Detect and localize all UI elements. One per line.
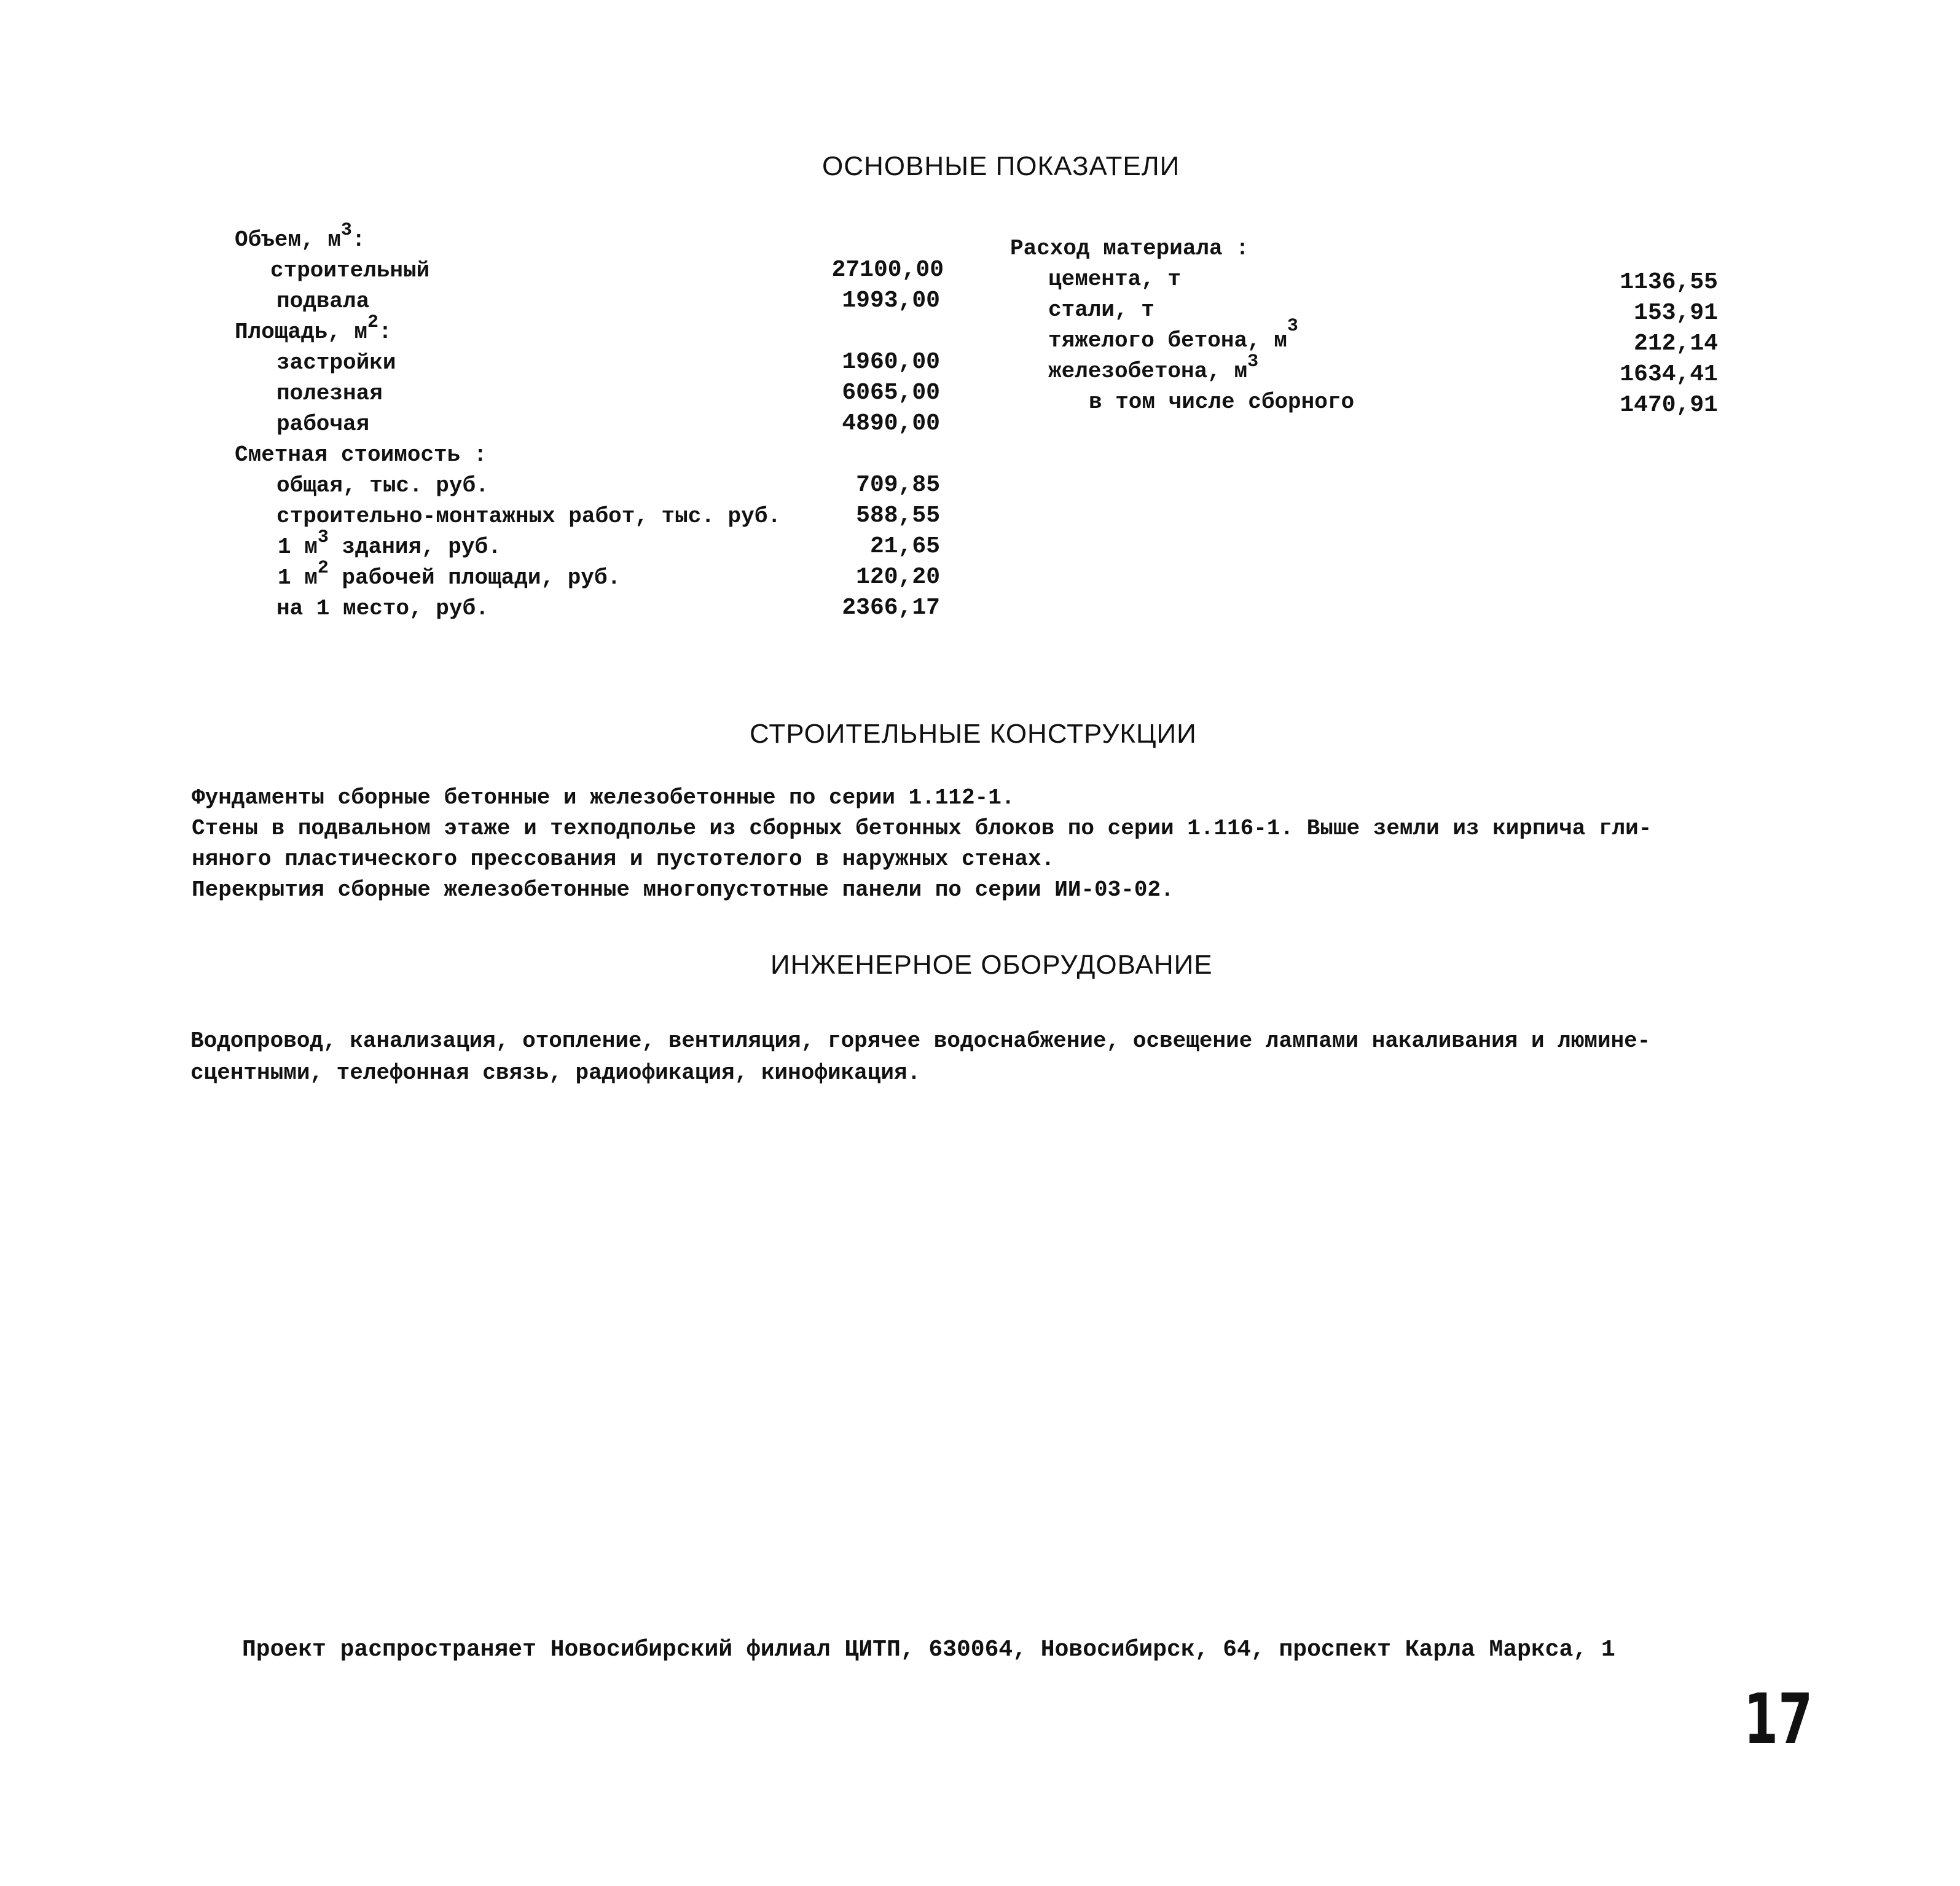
cost-item-label: 1 $м^2$ рабочей площади, руб. xyxy=(278,558,621,590)
area-item-value: 1960,00 xyxy=(842,349,940,375)
materials-item-label: в том числе сборного xyxy=(1089,389,1355,415)
volume-label: Объем, м xyxy=(235,227,341,252)
volume-item-label: строительный xyxy=(270,258,430,283)
constructions-line: Фундаменты сборные бетонные и железобетонные по серии 1.112-1. xyxy=(192,785,1015,810)
area-item-value: 6065,00 xyxy=(842,380,940,406)
cost-item-label: 1 $м^3$ здания, руб. xyxy=(278,527,501,560)
materials-item-label: цемента, т xyxy=(1048,267,1182,292)
cost-item-label: строительно-монтажных работ, тыс. руб. xyxy=(276,504,781,529)
materials-item-value: 1634,41 xyxy=(1620,361,1718,388)
cost-heading: Сметная стоимость : xyxy=(235,442,487,468)
cost-item-value: 588,55 xyxy=(856,503,940,529)
materials-item-label: железобетона, $м^3$ xyxy=(1048,351,1259,384)
cost-item-value: 2366,17 xyxy=(842,595,940,621)
volume-item-label: подвала xyxy=(276,289,370,314)
page-number: 17 xyxy=(1744,1680,1813,1759)
constructions-line: няного пластического прессования и пустотелого в наружных стенах. xyxy=(192,847,1055,872)
constructions-line: Перекрытия сборные железобетонные многопустотные панели по серии ИИ-03-02. xyxy=(192,877,1174,902)
area-item-label: застройки xyxy=(276,350,396,375)
area-heading xyxy=(235,312,392,345)
materials-heading: Расход материала : xyxy=(1010,236,1249,261)
area-label: Площадь, м xyxy=(235,319,368,345)
volume-suffix: : xyxy=(351,227,366,252)
cost-item-value: 120,20 xyxy=(856,564,940,590)
area-item-label: полезная xyxy=(276,381,383,406)
section-title-engineering: ИНЖЕНЕРНОЕ ОБОРУДОВАНИЕ xyxy=(770,950,1213,980)
volume-item-value: 27100,00 xyxy=(831,257,944,283)
section-title-main-indicators: ОСНОВНЫЕ ПОКАЗАТЕЛИ xyxy=(822,151,1180,181)
materials-item-label: стали, т xyxy=(1048,297,1154,323)
area-item-value: 4890,00 xyxy=(842,410,940,437)
area-unit-sup: 2 xyxy=(367,312,379,333)
area-item-label: рабочая xyxy=(276,412,370,437)
constructions-line: Стены в подвальном этаже и техподполье из сборных бетонных блоков по серии 1.116-1. Выше земли из кирпича гли- xyxy=(192,816,1652,841)
volume-item-value: 1993,00 xyxy=(842,288,940,314)
materials-item-value: 153,91 xyxy=(1634,300,1718,326)
area-suffix: : xyxy=(378,319,392,345)
engineering-line: сцентными, телефонная связь, радиофикация, кинофикация. xyxy=(190,1060,921,1086)
volume-heading xyxy=(235,220,366,252)
materials-item-value: 1136,55 xyxy=(1620,269,1718,295)
cost-item-label: общая, тыс. руб. xyxy=(276,473,489,498)
footer-distributor: Проект распространяет Новосибирский филиал ЦИТП, 630064, Новосибирск, 64, проспект Карла Маркса, 1 xyxy=(242,1637,1615,1663)
volume-unit-sup: 3 xyxy=(340,220,352,241)
materials-item-value: 212,14 xyxy=(1634,331,1718,357)
section-title-constructions: СТРОИТЕЛЬНЫЕ КОНСТРУКЦИИ xyxy=(750,719,1197,749)
cost-item-label: на 1 место, руб. xyxy=(276,596,489,621)
materials-item-label: тяжелого бетона, $м^3$ xyxy=(1048,316,1298,353)
materials-item-value: 1470,91 xyxy=(1620,392,1718,418)
cost-item-value: 709,85 xyxy=(856,472,940,498)
engineering-line: Водопровод, канализация, отопление, вентиляция, горячее водоснабжение, освещение лампами накаливания и люмине- xyxy=(190,1028,1651,1054)
cost-item-value: 21,65 xyxy=(869,533,940,560)
